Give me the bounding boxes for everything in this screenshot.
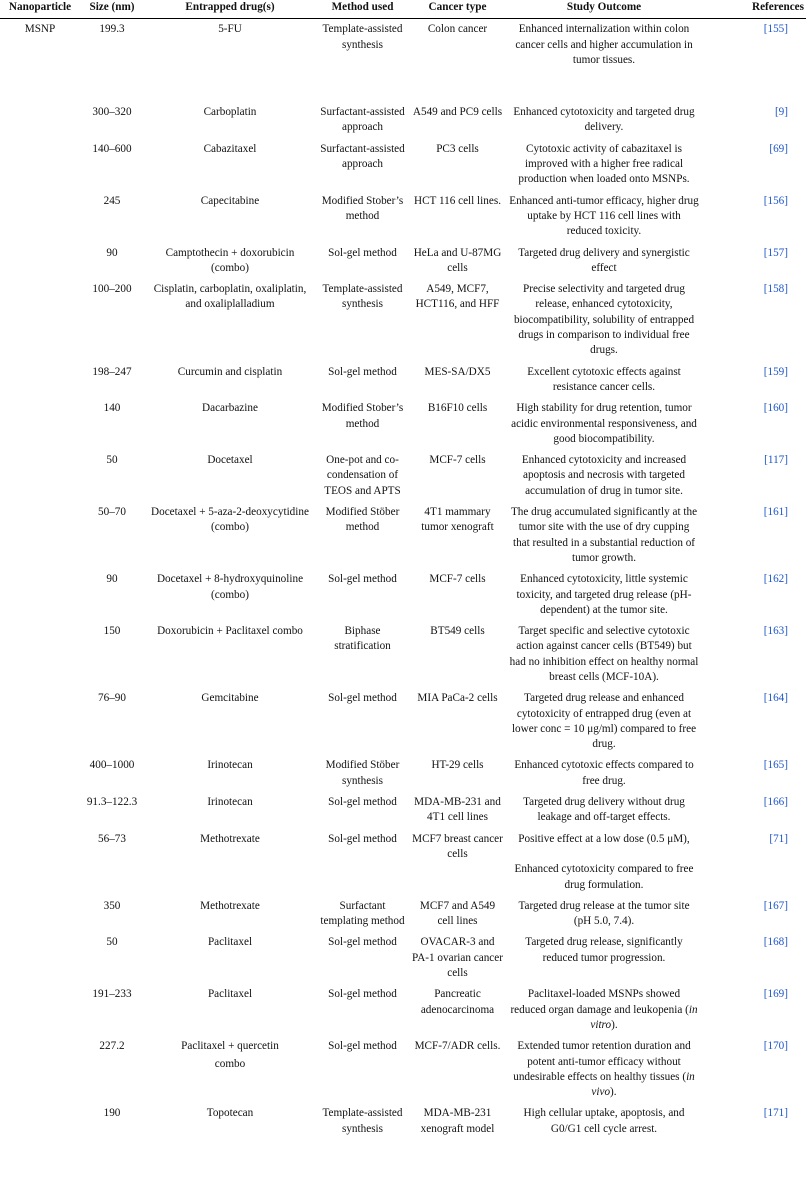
outcome-text: High stability for drug retention, tumor acidic environmental responsiveness, and good biocompatibility. — [511, 402, 697, 445]
cell-study-outcome — [506, 139, 702, 191]
cell-reference — [702, 502, 806, 569]
cell-method: Modified Stober’s method — [321, 402, 404, 430]
cell-size: 50 — [106, 936, 118, 949]
cell-study-outcome — [506, 191, 702, 243]
drug-text: Gemcitabine — [201, 692, 259, 705]
header-references: References — [702, 0, 806, 19]
cell-reference — [702, 243, 806, 280]
reference-link[interactable]: [117] — [764, 454, 788, 467]
drug-text: Irinotecan — [207, 759, 253, 772]
cell-method: Biphase stratification — [334, 625, 391, 653]
cell-nanoparticle — [0, 896, 80, 933]
cell-nanoparticle — [0, 243, 80, 280]
cell-study-outcome — [506, 19, 702, 102]
outcome-text: High cellular uptake, apoptosis, and G0/G1 cell cycle arrest. — [523, 1107, 685, 1135]
reference-link[interactable]: [155] — [763, 23, 788, 36]
reference-link[interactable]: [164] — [763, 692, 788, 705]
drug-text: 5-FU — [218, 23, 242, 36]
cell-study-outcome — [506, 1103, 702, 1140]
outcome-text: Cytotoxic activity of cabazitaxel is improved with a higher free radical production when loaded onto MSNPs. — [518, 142, 690, 186]
cell-study-outcome — [506, 362, 702, 399]
cell-method: Modified Stöber method — [325, 506, 400, 534]
drug-text: Docetaxel + 5-aza-2-deoxycytidine (combo) — [151, 506, 309, 534]
drug-text: Docetaxel — [207, 454, 253, 467]
reference-link[interactable]: [168] — [763, 936, 788, 949]
drug-text: Capecitabine — [200, 194, 260, 207]
cell-nanoparticle — [0, 139, 80, 191]
cell-reference — [702, 139, 806, 191]
table-row — [0, 1036, 806, 1103]
cell-reference — [702, 19, 806, 102]
cell-study-outcome — [506, 1036, 702, 1103]
cell-drug — [144, 896, 316, 933]
header-nanoparticle: Nanoparticle — [0, 0, 80, 19]
reference-link[interactable]: [160] — [763, 402, 788, 415]
header-drug: Entrapped drug(s) — [144, 0, 316, 19]
cell-size: 191–233 — [92, 988, 132, 1001]
cell-cancer-type: BT549 cells — [430, 625, 485, 638]
cell-nanoparticle — [0, 984, 80, 1036]
table-row — [0, 362, 806, 399]
outcome-italic: in vivo — [591, 1070, 695, 1099]
outcome-text: Enhanced cytotoxicity and targeted drug delivery. — [513, 106, 695, 134]
cell-method: Surfactant-assisted approach — [320, 142, 405, 171]
cell-size: 76–90 — [98, 692, 126, 705]
table-row — [0, 688, 806, 755]
outcome-text: Positive effect at a low dose (0.5 μM), — [518, 832, 690, 845]
cell-size: 300–320 — [92, 106, 132, 119]
cell-size: 245 — [103, 194, 121, 207]
cell-study-outcome — [506, 896, 702, 933]
cell-drug — [144, 984, 316, 1036]
cell-size: 140 — [103, 402, 121, 415]
cell-study-outcome — [506, 398, 702, 450]
reference-link[interactable]: [69] — [769, 142, 788, 155]
outcome-text: Enhanced cytotoxic effects compared to free drug. — [514, 759, 694, 787]
cell-drug — [144, 932, 316, 984]
cell-nanoparticle — [0, 1103, 80, 1140]
cell-study-outcome — [506, 829, 702, 896]
drug-text: Carboplatin — [203, 106, 257, 119]
drug-text: Methotrexate — [200, 899, 260, 912]
cell-study-outcome — [506, 792, 702, 829]
drug-text: Topotecan — [206, 1107, 254, 1120]
cell-nanoparticle — [0, 279, 80, 361]
cell-cancer-type: Pancreatic adenocarcinoma — [420, 988, 495, 1016]
cell-cancer-type: A549, MCF7, HCT116, and HFF — [415, 283, 500, 311]
cell-method: Template-assisted synthesis — [322, 1107, 403, 1135]
cell-nanoparticle: MSNP — [24, 23, 56, 36]
cell-reference — [702, 398, 806, 450]
cell-drug — [144, 191, 316, 243]
table-row — [0, 755, 806, 792]
outcome-text: Paclitaxel-loaded MSNPs showed reduced organ damage and leukopenia ( — [510, 988, 689, 1016]
reference-link[interactable]: [170] — [763, 1040, 788, 1053]
cell-drug — [144, 19, 316, 102]
cell-method: Sol-gel method — [328, 365, 397, 378]
cell-study-outcome — [506, 932, 702, 984]
header-row — [0, 0, 806, 19]
cell-size: 56–73 — [98, 832, 126, 845]
outcome-text: Extended tumor retention duration and potent anti-tumor efficacy without undesirable effects on healthy tissues ( — [513, 1040, 691, 1083]
cell-drug — [144, 569, 316, 621]
outcome-text-line2: Enhanced cytotoxicity compared to free drug formulation. — [514, 863, 694, 891]
table-row — [0, 1103, 806, 1140]
reference-link[interactable]: [162] — [763, 573, 788, 586]
cell-study-outcome — [506, 243, 702, 280]
table-row — [0, 896, 806, 933]
table-row — [0, 243, 806, 280]
cell-reference — [702, 1036, 806, 1103]
cell-nanoparticle — [0, 569, 80, 621]
header-cancer: Cancer type — [409, 0, 506, 19]
table-row — [0, 139, 806, 191]
cell-reference — [702, 191, 806, 243]
drug-text: Cabazitaxel — [203, 142, 257, 155]
cell-method: Sol-gel method — [328, 988, 397, 1001]
header-method: Method used — [316, 0, 409, 19]
cell-method: Modified Stöber synthesis — [325, 759, 400, 787]
cell-nanoparticle — [0, 932, 80, 984]
cell-drug — [144, 755, 316, 792]
table-row — [0, 502, 806, 569]
cell-study-outcome — [506, 279, 702, 361]
table-row — [0, 398, 806, 450]
cell-size: 50 — [106, 454, 118, 467]
cell-cancer-type: MCF-7 cells — [429, 573, 486, 586]
table-header — [0, 0, 806, 19]
cell-cancer-type: HeLa and U-87MG cells — [413, 246, 502, 274]
cell-cancer-type: MDA-MB-231 xenograft model — [420, 1107, 495, 1135]
cell-method: Modified Stober’s method — [321, 194, 404, 222]
reference-link[interactable]: [165] — [763, 759, 788, 772]
cell-size: 350 — [103, 899, 121, 912]
cell-nanoparticle — [0, 450, 80, 502]
table-body — [0, 19, 806, 1140]
cell-size: 90 — [106, 246, 118, 259]
drug-text: Paclitaxel + quercetin — [181, 1040, 279, 1053]
cell-reference — [702, 450, 806, 502]
cell-cancer-type: Colon cancer — [427, 23, 488, 36]
cell-method: Sol-gel method — [328, 246, 397, 259]
reference-link[interactable]: [163] — [763, 625, 788, 638]
cell-cancer-type: MIA PaCa-2 cells — [417, 692, 498, 705]
cell-size: 190 — [103, 1107, 121, 1120]
cell-drug — [144, 792, 316, 829]
cell-study-outcome — [506, 621, 702, 688]
reference-link[interactable]: [169] — [763, 988, 788, 1001]
reference-link[interactable]: [167] — [763, 899, 788, 912]
drug-text: Cisplatin, carboplatin, oxaliplatin, and oxaliplalladium — [153, 283, 307, 311]
outcome-spacer — [509, 847, 699, 862]
cell-reference — [702, 569, 806, 621]
cell-study-outcome — [506, 102, 702, 139]
cell-nanoparticle — [0, 755, 80, 792]
cell-method: Surfactant templating method — [320, 899, 405, 928]
table-row — [0, 102, 806, 139]
cell-nanoparticle — [0, 502, 80, 569]
drug-text: Curcumin and cisplatin — [177, 365, 283, 378]
cell-cancer-type: MCF-7/ADR cells. — [414, 1040, 501, 1053]
cell-method: Sol-gel method — [328, 1040, 397, 1053]
drug-text: Doxorubicin + Paclitaxel combo — [157, 625, 303, 638]
cell-method: Template-assisted synthesis — [322, 23, 403, 51]
cell-size: 198–247 — [92, 365, 132, 378]
outcome-tail: ). — [611, 1018, 618, 1031]
cell-nanoparticle — [0, 829, 80, 896]
cell-cancer-type: MCF7 breast cancer cells — [412, 832, 503, 860]
cell-method: Template-assisted synthesis — [322, 283, 403, 311]
cell-size: 140–600 — [92, 142, 132, 155]
cell-drug — [144, 102, 316, 139]
table-row — [0, 932, 806, 984]
outcome-text: Precise selectivity and targeted drug release, enhanced cytotoxicity, biocompatibility, solubility of entrapped drugs in comparison to individual free drugs. — [513, 283, 695, 357]
drug-text: Paclitaxel — [207, 936, 253, 949]
outcome-text: Enhanced cytotoxicity, little systemic toxicity, and targeted drug release (pH-dependent) at the tumor site. — [516, 573, 692, 616]
cell-drug — [144, 362, 316, 399]
outcome-text: Target specific and selective cytotoxic action against cancer cells (BT549) but had no inhibition effect on healthy normal breast cells (MCF-10A). — [509, 625, 699, 683]
outcome-text: Excellent cytotoxic effects against resistance cancer cells. — [527, 365, 681, 393]
cell-reference — [702, 688, 806, 755]
outcome-tail: ). — [610, 1086, 617, 1099]
outcome-text: The drug accumulated significantly at the tumor site with the use of dry cupping that resulted in a substantial reduction of tumor growth. — [510, 506, 698, 564]
cell-method: Sol-gel method — [328, 796, 397, 809]
cell-method: Sol-gel method — [328, 573, 397, 586]
cell-reference — [702, 755, 806, 792]
cell-size: 150 — [103, 625, 121, 638]
cell-cancer-type: MES-SA/DX5 — [424, 365, 491, 378]
reference-link[interactable]: [9] — [774, 106, 788, 119]
cell-size: 199.3 — [99, 23, 125, 36]
outcome-text: Targeted drug release and enhanced cytotoxicity of entrapped drug (even at lower conc = 10 μg/ml) compared to free drug. — [511, 692, 697, 751]
cell-study-outcome — [506, 688, 702, 755]
cell-nanoparticle — [0, 191, 80, 243]
cell-drug — [144, 502, 316, 569]
cell-cancer-type: MCF-7 cells — [429, 454, 486, 467]
reference-link[interactable]: [159] — [763, 365, 788, 378]
cell-size: 91.3–122.3 — [86, 796, 138, 809]
drug-text: Methotrexate — [200, 832, 260, 845]
drug-text: Camptothecin + doxorubicin (combo) — [165, 246, 295, 274]
cell-reference — [702, 279, 806, 361]
cell-reference — [702, 984, 806, 1036]
cell-reference — [702, 621, 806, 688]
cell-drug — [144, 1036, 316, 1103]
cell-nanoparticle — [0, 792, 80, 829]
cell-study-outcome — [506, 502, 702, 569]
cell-cancer-type: PC3 cells — [436, 142, 479, 155]
cell-drug — [144, 688, 316, 755]
cell-reference — [702, 102, 806, 139]
cell-study-outcome — [506, 450, 702, 502]
cell-size: 227.2 — [99, 1040, 125, 1053]
cell-nanoparticle — [0, 1036, 80, 1103]
cell-cancer-type: B16F10 cells — [427, 402, 488, 415]
table-row — [0, 829, 806, 896]
cell-study-outcome — [506, 755, 702, 792]
cell-drug — [144, 279, 316, 361]
cell-reference — [702, 792, 806, 829]
cell-nanoparticle — [0, 102, 80, 139]
cell-cancer-type: A549 and PC9 cells — [412, 106, 503, 119]
cell-size: 50–70 — [98, 506, 126, 519]
table-row — [0, 19, 806, 102]
cell-cancer-type: HT-29 cells — [431, 759, 484, 772]
outcome-text: Enhanced internalization within colon cancer cells and higher accumulation in tumor tissues. — [515, 23, 693, 66]
cell-method: Sol-gel method — [328, 692, 397, 705]
table-row — [0, 279, 806, 361]
outcome-text: Targeted drug release at the tumor site (pH 5.0, 7.4). — [518, 899, 690, 928]
outcome-text: Enhanced cytotoxicity and increased apoptosis and necrosis with targeted accumulation of drug in tumor site. — [521, 454, 687, 497]
reference-link[interactable]: [166] — [763, 796, 788, 809]
cell-cancer-type: 4T1 mammary tumor xenograft — [421, 506, 494, 534]
cell-drug — [144, 139, 316, 191]
cell-reference — [702, 362, 806, 399]
cell-reference — [702, 829, 806, 896]
reference-link[interactable]: [156] — [763, 194, 788, 207]
outcome-text: Targeted drug delivery without drug leakage and off-target effects. — [523, 796, 685, 824]
reference-link[interactable]: [158] — [763, 283, 788, 296]
table-row — [0, 621, 806, 688]
reference-link[interactable]: [171] — [763, 1107, 788, 1120]
cell-drug — [144, 243, 316, 280]
cell-method: Sol-gel method — [328, 936, 397, 949]
cell-drug — [144, 450, 316, 502]
reference-link[interactable]: [71] — [769, 832, 788, 845]
cell-drug — [144, 398, 316, 450]
cell-study-outcome — [506, 569, 702, 621]
cell-reference — [702, 932, 806, 984]
cell-drug — [144, 829, 316, 896]
cell-method: One-pot and co-condensation of TEOS and APTS — [324, 454, 401, 497]
cell-cancer-type: MCF7 and A549 cell lines — [419, 899, 496, 928]
cell-nanoparticle — [0, 362, 80, 399]
cell-reference — [702, 1103, 806, 1140]
cell-drug — [144, 621, 316, 688]
reference-link[interactable]: [157] — [763, 246, 788, 259]
table-row — [0, 984, 806, 1036]
header-size: Size (nm) — [80, 0, 144, 19]
outcome-text: Targeted drug release, significantly reduced tumor progression. — [525, 936, 683, 964]
cell-nanoparticle — [0, 621, 80, 688]
table-row — [0, 191, 806, 243]
cell-size: 100–200 — [92, 283, 132, 296]
drug-text: Paclitaxel — [207, 988, 253, 1001]
cell-cancer-type: MDA-MB-231 and 4T1 cell lines — [414, 796, 501, 824]
cell-method: Sol-gel method — [328, 832, 397, 845]
cell-size: 400–1000 — [89, 759, 135, 772]
cell-cancer-type: HCT 116 cell lines. — [413, 194, 501, 207]
table-row — [0, 569, 806, 621]
cell-nanoparticle — [0, 688, 80, 755]
cell-nanoparticle — [0, 398, 80, 450]
cell-reference — [702, 896, 806, 933]
reference-link[interactable]: [161] — [763, 506, 788, 519]
header-outcome: Study Outcome — [506, 0, 702, 19]
outcome-text: Targeted drug delivery and synergistic effect — [518, 246, 690, 274]
table-row — [0, 792, 806, 829]
outcome-text: Enhanced anti-tumor efficacy, higher drug uptake by HCT 116 cell lines with reduced toxicity. — [509, 194, 699, 238]
cell-size: 90 — [106, 573, 118, 586]
cell-method: Surfactant-assisted approach — [320, 106, 405, 134]
cell-drug — [144, 1103, 316, 1140]
cell-cancer-type: OVACAR-3 and PA-1 ovarian cancer cells — [412, 936, 503, 980]
drug-text: Irinotecan — [207, 796, 253, 809]
drug-text-line2: combo — [214, 1057, 246, 1070]
cell-study-outcome — [506, 984, 702, 1036]
outcome-italic: in vitro — [590, 1003, 698, 1031]
drug-text: Docetaxel + 8-hydroxyquinoline (combo) — [156, 573, 304, 601]
drug-text: Dacarbazine — [202, 402, 258, 415]
table-row — [0, 450, 806, 502]
